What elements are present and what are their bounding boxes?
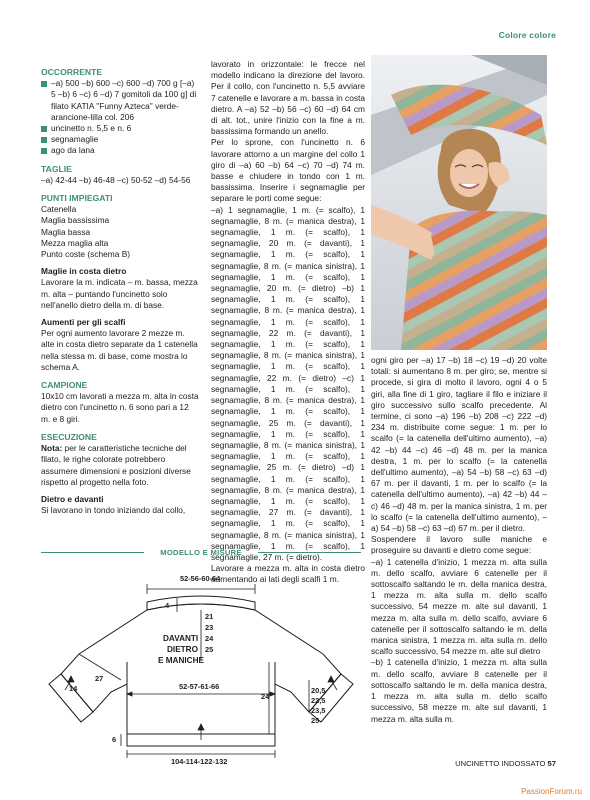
maglie-coste-text: Lavorare la m. indicata – m. bassa, mezza m. alta – puntando l'uncinetto solo nell'anello dietro della m. di base. bbox=[41, 277, 198, 310]
center-label: E MANICHE bbox=[158, 656, 204, 665]
page-footer bbox=[455, 759, 556, 768]
instructions-paragraph: –a) 1 segnamaglie, 1 m. (= scalfo), 1 segnamaglie, 8 m. (= manica destra), 1 segnamaglie, 1 m. (= scalfo), 1 segnamaglie, 20 m. (= davanti), 1 segnamaglie, 1 m. (= scalfo), 1 segnamaglie, 8 m. (= manica sinistra), 1 segnamaglie, 1 m. (= scalfo), 1 segnamaglie, 20 m. (= dietro) –b) 1 segnamaglie, 1 m. (= scalfo), 1 segnamaglie, 8 m. (= manica destra), 1 segnamaglie, 1 m. (= scalfo), 1 segnamaglie, 22 m. (= davanti), 1 segnamaglie, 1 m. (= scalfo), 1 segnamaglie, 8 m. (= manica sinistra), 1 segnamaglie, 1 m. (= scalfo), 1 segnamaglie, 22 m. (= dietro) –c) 1 segnamaglie, 1 m. (= scalfo), 1 segnamaglie, 8 m. (= manica destra), 1 segnamaglie, 1 m. (= scalfo), 1 segnamaglie, 25 m. (= davanti), 1 segnamaglie, 1 m. (= scalfo), 1 segnamaglie, 8 m. (= manica sinistra), 1 segnamaglie, 1 m. (= scalfo), 1 segnamaglie, 25 m. (= dietro) –d) 1 segnamaglie, 1 m. (= scalfo), 1 segnamaglie, 8 m. (= manica destra), 1 segnamaglie, 1 m. (= scalfo), 1 segnamaglie, 27 m. (= davanti), 1 segnamaglie, 1 m. (= scalfo), 1 segnamaglie, 8 m. (= manica sinistra), 1 segnamaglie, 1 m. (= scalfo), 1 segnamaglie, 27 m. (= dietro). bbox=[211, 204, 365, 562]
top-measure-label: 52-56-60-64 bbox=[180, 574, 221, 583]
instructions-paragraph: lavorato in orizzontale: le frecce nel modello indicano la direzione del lavoro. Per il collo, con l'uncinetto n. 5,5 avviare 7 catenelle e lavorare a m. bassa in costa dietro. A –a) 52 –b) 56 –c) 60 –d) 64 cm di alt. tot., unire l'inizio con la fine a m. bassissima formando un anello. bbox=[211, 59, 365, 137]
watermark: PassionForum.ru bbox=[521, 787, 582, 796]
diagram-rule-right bbox=[258, 552, 361, 553]
campione-text: 10x10 cm lavorati a mezza m. alta in costa dietro con l'uncinetto n. 6 sono pari a 12 m. e 8 giri. bbox=[41, 391, 199, 424]
instructions-paragraph: Per lo sprone, con l'uncinetto n. 6 lavorare attorno a un margine del collo 1 giro di –a) 60 –b) 64 –c) 70 –d) 74 m. basse e chiudere in tondo con 1 m. bassissima. Inserire i segnamaglie per separare le porti come segue: bbox=[211, 137, 365, 204]
bottom-measure-label: 104-114-122-132 bbox=[171, 757, 228, 766]
side-measure-label: 22,5 bbox=[311, 696, 326, 705]
stitch-item: Maglia bassissima bbox=[41, 215, 110, 226]
yoke-step-label: 23 bbox=[205, 623, 214, 632]
cuff-height-label: 14 bbox=[69, 684, 78, 693]
instructions-paragraph: Lavorare a mezza m. alta in costa dietro aumentando ai lati degli scalfi 1 m. bbox=[211, 563, 365, 585]
hem-height-label: 6 bbox=[112, 735, 117, 744]
left-column bbox=[41, 67, 199, 516]
nota-label: Nota: bbox=[41, 443, 63, 454]
collar-outline bbox=[147, 596, 255, 610]
instructions-paragraph: ogni giro per –a) 17 –b) 18 –c) 19 –d) 20 volte totali: si aumentano 8 m. per giro; se, mentre si procede, si gira di molto il lavoro, ogni 4 o 5 giri, alla fine di 1 giro, tagliare il filo e iniziare il giro successivo sullo scalfo precedente. Al termine, ci sono –a) 196 –b) 208 –c) 222 –d) 234 m. distribuite come segue: 1 m. per lo scalfo (= la catenella dell'ultimo aumento), –a) 42 –b) 44 –c) 46 –d) 48 m. per la manica destra, 1 m. per lo scalfo (= la catenella dell'ultimo aumento), –a) 54 –b) 58 –c) 63 –d) 67 m. per il davanti, 1 m. per lo scalfo (= la catenella dell'ultimo aumento), –a) 42 –b) 44 –c) 46 –d) 48 m. per la manica sinistra, 1 m. per lo scalfo (= la catenella dell'ultimo aumento), –a) 54 –b) 58 –c) 63 –d) 67 m. per il dietro. bbox=[371, 355, 547, 534]
center-label: DAVANTI bbox=[163, 634, 199, 643]
materials-item: –a) 500 –b) 600 –c) 600 –d) 700 g [–a) 5 –b) 6 –c) 6 –d) 7 gomitoli da 100 g] di filato KATIA "Funny Azteca" verde-arancione-lilla col. 206 bbox=[41, 78, 199, 123]
side-measure-label: 25 bbox=[311, 716, 320, 725]
body-height-label: 24 bbox=[261, 692, 270, 701]
page-number: 57 bbox=[547, 759, 556, 768]
yoke-step-label: 21 bbox=[205, 612, 214, 621]
sleeve-length-label: 27 bbox=[95, 674, 104, 683]
center-label: DIETRO bbox=[167, 645, 198, 654]
instructions-paragraph: –b) 1 catenella d'inizio, 1 mezza m. alta sulla m. dello scalfo, avviare 8 catenelle per il sottoscalfo saltando le m. della manica destra, 1 mezza m. alta sulla m. dello scalfo successivo, 58 mezze m. alte sul davanti, 1 mezza m. alta sulla m. bbox=[371, 657, 547, 724]
section-tag: Colore colore bbox=[498, 30, 556, 40]
nota-text: per le caratteristiche tecniche del filato, le righe colorate potrebbero assumere dimensioni e posizioni diverse rispetto al progetto nella foto. bbox=[41, 443, 191, 487]
occorrente-heading: OCCORRENTE bbox=[41, 67, 103, 77]
right-column bbox=[371, 355, 547, 725]
esecuzione-heading: ESECUZIONE bbox=[41, 431, 97, 442]
side-measure-label: 23,5 bbox=[311, 706, 326, 715]
materials-item: uncinetto n. 5,5 e n. 6 bbox=[41, 123, 199, 134]
dietro-heading: Dietro e davanti bbox=[41, 493, 104, 504]
materials-item: ago da lana bbox=[41, 145, 199, 156]
diagram-title: MODELLO E MISURE bbox=[160, 548, 242, 557]
yoke-step-label: 25 bbox=[205, 645, 214, 654]
middle-column bbox=[211, 59, 365, 586]
dietro-text: Si lavorano in tondo iniziando dal collo, bbox=[41, 505, 186, 516]
stitch-item: Punto coste (schema B) bbox=[41, 249, 131, 260]
stitch-item: Catenella bbox=[41, 204, 77, 215]
materials-item: segnamaglie bbox=[41, 134, 199, 145]
taglie-heading: TAGLIE bbox=[41, 163, 72, 174]
magazine-name: UNCINETTO INDOSSATO bbox=[455, 759, 546, 768]
campione-heading: CAMPIONE bbox=[41, 380, 88, 391]
side-measure-label: 20,5 bbox=[311, 686, 326, 695]
model-photo-illustration bbox=[371, 55, 547, 350]
aumenti-text: Per ogni aumento lavorare 2 mezze m. alte in costa dietro separate da 1 catenella nella stessa m. di base, come mostra lo schema A. bbox=[41, 328, 198, 372]
model-photo bbox=[371, 55, 547, 350]
body-width-label: 52-57-61-66 bbox=[179, 682, 220, 691]
punti-heading: PUNTI IMPIEGATI bbox=[41, 193, 113, 204]
sizes-text: –a) 42-44 –b) 46-48 –c) 50-52 –d) 54-56 bbox=[41, 174, 191, 185]
instructions-paragraph: Sospendere il lavoro sulle maniche e proseguire su davanti e dietro come segue: bbox=[371, 534, 547, 556]
schematic-diagram bbox=[41, 562, 361, 766]
neck-height-label: 4 bbox=[165, 601, 170, 610]
nota-paragraph bbox=[41, 443, 199, 488]
aumenti-heading: Aumenti per gli scalfi bbox=[41, 317, 126, 328]
instructions-paragraph: –a) 1 catenella d'inizio, 1 mezza m. alta sulla m. dello scalfo, avviare 6 catenelle per il sottoscalfo saltando le m. della manica destra, 1 mezza m. alta sulla m. dello scalfo successivo, 54 mezze m. alte sul davanti, 1 mezza m. alta sulla m. dello scalfo, avviare 6 catenelle per il sottoscalfo saltando le m. della manica sinistra, 1 mezza m. alta sulla m. dello scalfo successivo, 54 mezze m. alte sul dietro bbox=[371, 556, 547, 657]
yoke-step-label: 24 bbox=[205, 634, 214, 643]
stitch-item: Mezza maglia alta bbox=[41, 237, 109, 248]
stitch-item: Maglia bassa bbox=[41, 226, 91, 237]
maglie-coste-heading: Maglie in costa dietro bbox=[41, 266, 127, 277]
